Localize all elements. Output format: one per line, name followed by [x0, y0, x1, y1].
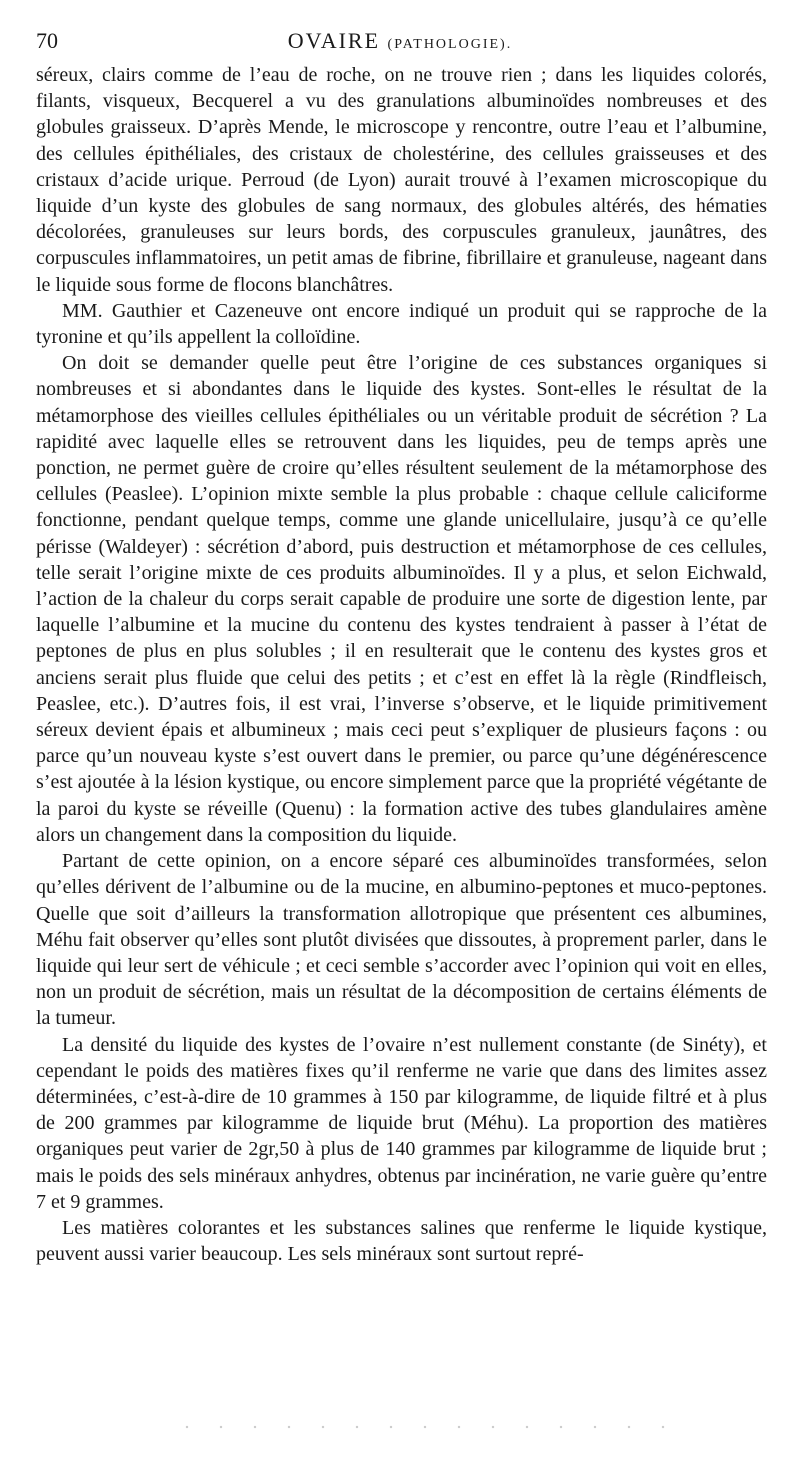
running-head-title: OVAIRE [287, 28, 381, 53]
bleed-through-marks [170, 1425, 690, 1429]
paragraph-5: La densité du liquide des kystes de l’ovaire n’est nullement constante (de Sinéty), et cependant le poids des matières fixes qu’il renferme ne varie que dans des limites assez déterminées, c’est-à-dire de 10 grammes à 150 par kilogramme, de liquide filtré et à plus de 200 grammes par kilogramme de liquide brut (Méhu). La proportion des matières organiques peut varier de 2gr,50 à plus de 140 grammes par kilogramme de liquide brut ; mais le poids des sels minéraux anhydres, obtenus par incinération, ne varie guère qu’entre 7 et 9 grammes. [36, 1033, 767, 1213]
paragraph-4: Partant de cette opinion, on a encore séparé ces albuminoïdes transformées, selon qu’elles dérivent de l’albumine ou de la mucine, en albumino-peptones et muco-peptones. Quelle que soit d’ailleurs la transformation allotropique que présentent ces albumines, Méhu fait observer qu’elles sont plutôt divisées que dissoutes, à proprement parler, dans le liquide qui leur sert de véhicule ; et ceci semble s’accorder avec l’opinion qui voit en elles, non un produit de sécrétion, mais un résultat de la décomposition de certains éléments de la tumeur. [36, 850, 767, 1030]
page-header [36, 28, 764, 58]
running-head [36, 28, 764, 54]
running-head-subtitle: (PATHOLOGIE). [387, 37, 513, 52]
paragraph-2: MM. Gauthier et Cazeneuve ont encore indiqué un produit qui se rapproche de la tyronine et qu’ils appellent la colloïdine. [36, 299, 767, 349]
page-number: 70 [36, 28, 58, 53]
paragraph-3: On doit se demander quelle peut être l’origine de ces substances organiques si nombreuses et si abondantes dans le liquide des kystes. Sont-elles le résultat de la métamorphose des vieilles cellules épithéliales ou un véritable produit de sécrétion ? La rapidité avec laquelle elles se retrouvent dans les liquides, peu de temps après une ponction, ne permet guère de croire qu’elles résultent seulement de la métamorphose des cellules (Peaslee). L’opinion mixte semble la plus probable : chaque cellule caliciforme fonctionne, pendant quelque temps, comme une glande unicellulaire, jusqu’à ce qu’elle périsse (Waldeyer) : sécrétion d’abord, puis destruction et métamorphose de ces cellules, telle serait l’origine mixte de ces produits albuminoïdes. Il y a plus, et selon Eichwald, l’action de la chaleur du corps serait capable de produire une sorte de digestion lente, par laquelle l’albumine et la mucine du contenu des kystes tendraient à passer à l’état de peptones de plus en plus solubles ; il en resulterait que le contenu des kystes gros et anciens serait plus fluide que celui des petits ; et c’est en effet là la règle (Rindfleisch, Peaslee, etc.). D’autres fois, il est vrai, l’inverse s’observe, et le liquide primitivement séreux devient épais et albumineux ; mais ceci peut s’expliquer de plusieurs façons : ou parce qu’un nouveau kyste s’est ouvert dans le premier, ou parce qu’une dégénérescence s’est ajoutée à la lésion kystique, ou encore simplement parce que la propriété végétante de la paroi du kyste se réveille (Quenu) : la formation active des tubes glandulaires amène alors un changement dans la composition du liquide. [36, 352, 767, 846]
paragraph-1: séreux, clairs comme de l’eau de roche, on ne trouve rien ; dans les liquides colorés, filants, visqueux, Becquerel a vu des granulations albuminoïdes nombreuses et des globules graisseux. D’après Mende, le microscope y rencontre, outre l’eau et l’albumine, des cellules épithéliales, des cristaux de cholestérine, des cellules graisseuses et des cristaux d’acide urique. Perroud (de Lyon) aurait trouvé à l’examen microscopique du liquide d’un kyste des globules de sang normaux, des globules altérés, des hématies décolorées, granuleuses sur leurs bords, des corpuscules granuleux, jaunâtres, des corpuscules inflammatoires, un petit amas de fibrine, fibrillaire et granuleuse, nageant dans le liquide sous forme de flocons blanchâtres. [36, 64, 767, 296]
body-text [36, 62, 767, 1267]
paragraph-6: Les matières colorantes et les substances salines que renferme le liquide kystique, peuvent aussi varier beaucoup. Les sels minéraux sont surtout repré- [36, 1216, 767, 1266]
